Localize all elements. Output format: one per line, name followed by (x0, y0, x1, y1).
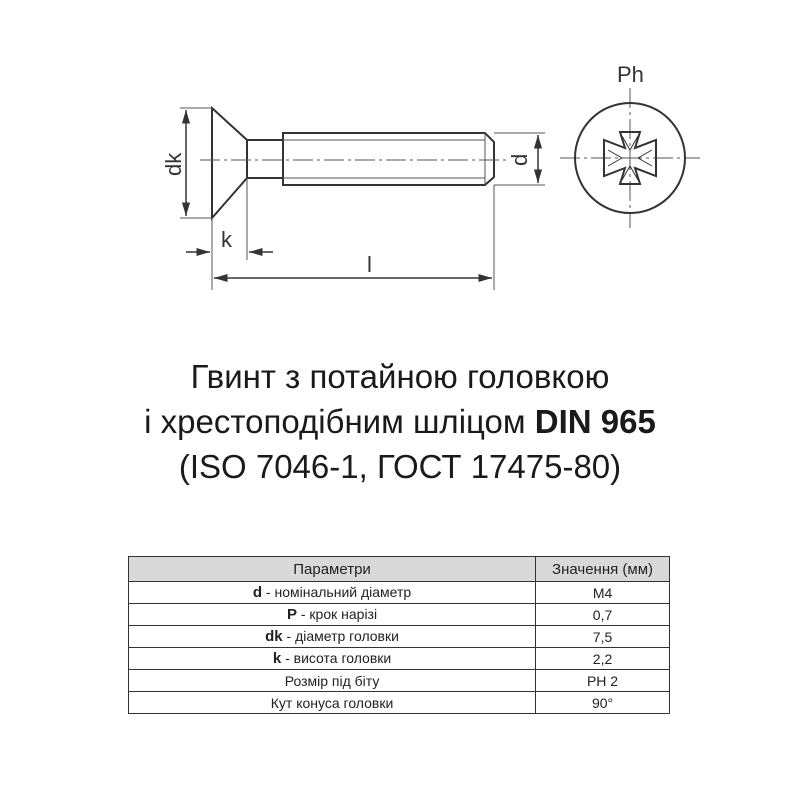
param-cell (129, 670, 536, 692)
param-cell (129, 582, 536, 604)
value-cell: PH 2 (536, 670, 670, 692)
table-row (129, 648, 670, 670)
screw-shank (247, 140, 283, 178)
table-row (129, 604, 670, 626)
table-row (129, 670, 670, 692)
screw-head (212, 108, 247, 218)
header-parameters: Параметри (129, 557, 536, 582)
param-desc: Розмір під біту (284, 672, 380, 689)
header-values: Значення (мм) (536, 557, 670, 582)
param-symbol: P (286, 606, 297, 623)
param-symbol: dk (265, 628, 283, 645)
table-row (129, 626, 670, 648)
table-row (129, 582, 670, 604)
title-line-2-text: і хрестоподібним шліцом (144, 403, 535, 440)
value-cell: M4 (536, 582, 670, 604)
param-desc: - діаметр головки (282, 628, 399, 644)
parameters-table (128, 556, 670, 714)
screw-drawing (0, 0, 800, 340)
label-k: k (221, 227, 232, 252)
value-cell: 7,5 (536, 626, 670, 648)
table-row (129, 692, 670, 714)
param-cell (129, 626, 536, 648)
param-desc: - крок нарізі (296, 606, 378, 622)
title-line-3: (ISO 7046-1, ГОСТ 17475-80) (178, 448, 622, 485)
param-cell (129, 692, 536, 714)
title-line-1: Гвинт з потайною головкою (190, 358, 610, 395)
label-dk: dk (161, 152, 186, 176)
param-desc: - номінальний діаметр (262, 584, 412, 600)
table-header-row (129, 557, 670, 582)
param-symbol: k (272, 650, 282, 667)
label-l: l (367, 252, 372, 277)
param-desc: Кут конуса головки (270, 694, 394, 711)
param-desc: - висота головки (281, 650, 392, 666)
value-cell: 90° (536, 692, 670, 714)
label-ph: Ph (617, 62, 644, 87)
title-standard: DIN 965 (534, 403, 656, 440)
param-symbol: d (252, 584, 263, 601)
param-cell (129, 648, 536, 670)
value-cell: 0,7 (536, 604, 670, 626)
label-d: d (507, 153, 532, 166)
param-cell (129, 604, 536, 626)
value-cell: 2,2 (536, 648, 670, 670)
title-line-2 (0, 402, 800, 442)
screw-thread (283, 133, 494, 185)
